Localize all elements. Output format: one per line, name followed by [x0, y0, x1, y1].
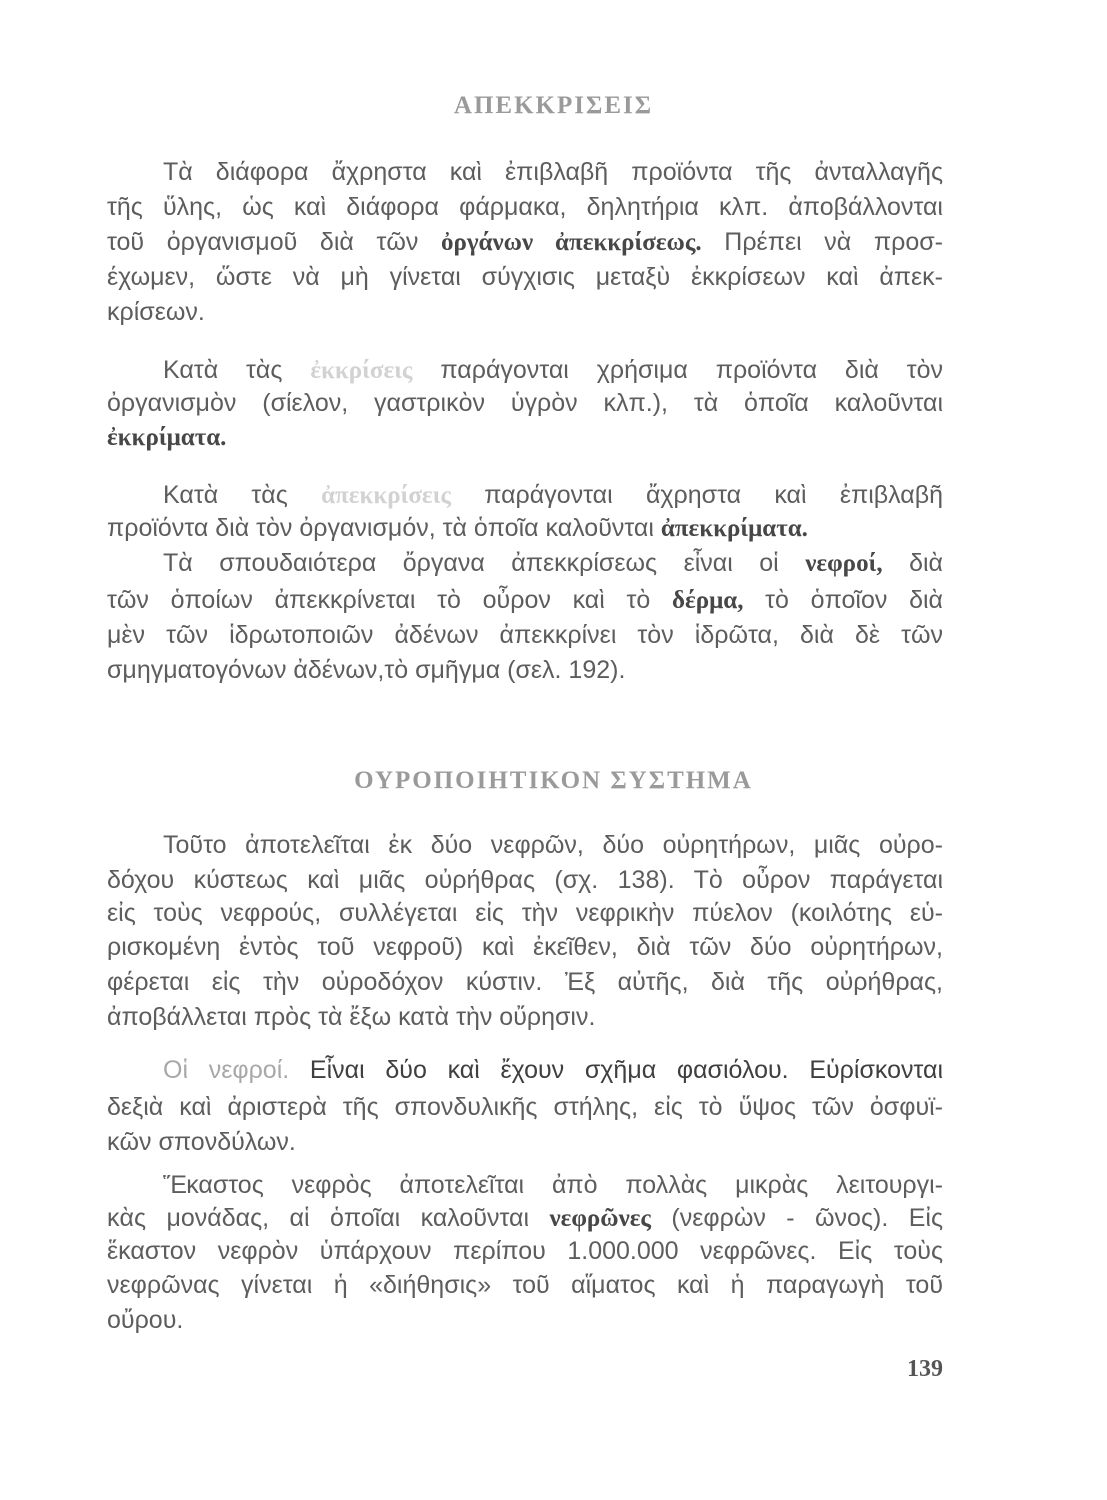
bold-term: ὀργάνων ἀπεκκρίσεως.	[440, 229, 702, 256]
text-segment: (νεφρὼν - ῶνος). Εἰς	[650, 1204, 943, 1232]
text-line	[107, 227, 943, 258]
text-segment: Τὰ διάφορα ἄχρηστα καὶ ἐπιβλαβῆ προϊόντα τῆς ἀνταλλαγῆς	[163, 158, 943, 186]
text-segment: διὰ	[882, 549, 943, 577]
text-segment: Εἶναι δύο καὶ ἔχουν σχῆμα φασιόλου. Εὑρίσκονται	[289, 1056, 943, 1084]
text-segment: έχωμεν, ὥστε νὰ μὴ γίνεται σύγχισις μεταξὺ ἐκκρίσεων καὶ ἀπεκ-	[107, 263, 943, 291]
text-segment: κὰς μονάδας, αἱ ὁποῖαι καλοῦνται	[107, 1204, 550, 1232]
text-segment: δεξιὰ καὶ ἀριστερὰ τῆς σπονδυλικῆς στήλης, εἰς τὸ ὕψος τῶν ὀσφυϊ-	[107, 1093, 943, 1121]
text-line	[107, 655, 943, 685]
text-line	[107, 865, 943, 895]
text-line	[163, 480, 943, 511]
text-segment: ὀργανισμὸν (σίελον, γαστρικὸν ὑγρὸν κλπ.), τὰ ὁποῖα καλοῦνται	[107, 389, 943, 417]
text-segment: νεφρῶνας γίνεται ἡ «διήθησις» τοῦ αἵματος καὶ ἡ παραγωγὴ τοῦ	[107, 1271, 943, 1299]
text-line	[107, 620, 943, 650]
bold-term: νεφροί,	[805, 550, 883, 577]
text-segment: τὸ ὁποῖον διὰ	[743, 586, 943, 614]
text-segment: τῆς ὕλης, ὡς καὶ διάφορα φάρμακα, δηλητήρια κλπ. ἀποβάλλονται	[107, 193, 943, 221]
text-line	[107, 1127, 943, 1157]
faded-term: ἀπεκκρίσεις	[321, 482, 451, 509]
text-line	[163, 830, 943, 860]
text-segment: προϊόντα διὰ τὸν ὀργανισμόν, τὰ ὁποῖα καλοῦνται	[107, 514, 661, 542]
text-line	[107, 1203, 943, 1234]
text-line	[107, 1236, 943, 1266]
text-segment: δόχου κύστεως καὶ μιᾶς οὐρήθρας (σχ. 138). Τὸ οὖρον παράγεται	[107, 866, 943, 894]
text-segment: Τὰ σπουδαιότερα ὄργανα ἀπεκκρίσεως εἶναι οἱ	[163, 549, 806, 577]
text-line	[163, 157, 943, 187]
text-segment: τῶν ὁποίων ἀπεκκρίνεται τὸ οὖρον καὶ τὸ	[107, 586, 673, 614]
text-segment: οὔρου.	[107, 1306, 184, 1334]
bold-term: ἐκκρίματα.	[107, 424, 227, 451]
bold-term: ἀπεκκρίματα.	[660, 515, 808, 542]
text-line	[107, 388, 943, 418]
text-segment: ἕκαστον νεφρὸν ὑπάρχουν περίπου 1.000.000 νεφρῶνες. Εἰς τοὺς	[107, 1237, 943, 1265]
text-segment: Κατὰ τὰς	[163, 356, 311, 384]
text-segment: Κατὰ τὰς	[163, 481, 322, 509]
text-segment: παράγονται χρήσιμα προϊόντα διὰ τὸν	[412, 356, 944, 384]
text-segment: σμηγματογόνων ἀδένων,τὸ σμῆγμα (σελ. 192).	[107, 656, 626, 684]
text-line	[163, 355, 943, 386]
page-number: 139	[907, 1356, 943, 1382]
text-segment: φέρεται εἰς τὴν οὐροδόχον κύστιν. Ἐξ αὐτῆς, διὰ τῆς οὐρήθρας,	[107, 968, 943, 996]
text-line	[107, 192, 943, 222]
text-segment: ἀποβάλλεται πρὸς τὰ ἔξω κατὰ τὴν οὔρησιν.	[107, 1003, 596, 1031]
text-segment: τοῦ ὀργανισμοῦ διὰ τῶν	[107, 228, 441, 256]
text-line	[163, 1170, 943, 1200]
text-line	[163, 548, 943, 579]
faded-term: Οἱ νεφροί.	[163, 1056, 290, 1084]
text-line	[107, 932, 943, 962]
text-line	[107, 585, 943, 616]
text-segment: Πρέπει νὰ προσ-	[701, 228, 943, 256]
text-line	[107, 513, 943, 544]
text-line	[107, 1002, 943, 1032]
text-segment: κῶν σπονδύλων.	[107, 1128, 296, 1156]
text-segment: μὲν τῶν ἱδρωτοποιῶν ἀδένων ἀπεκκρίνει τὸν ἱδρῶτα, διὰ δὲ τῶν	[107, 621, 943, 649]
text-segment: κρίσεων.	[107, 298, 205, 326]
section-title-apekkriseis: ΑΠΕΚΚΡΙΣΕΙΣ	[453, 92, 654, 119]
text-segment: Τοῦτο ἀποτελεῖται ἐκ δύο νεφρῶν, δύο οὐρητήρων, μιᾶς οὐρο-	[163, 831, 943, 859]
text-line	[107, 1270, 943, 1300]
text-line	[107, 898, 943, 928]
bold-term: δέρμα,	[672, 587, 744, 614]
text-line	[107, 1092, 943, 1122]
faded-term: ἐκκρίσεις	[310, 357, 413, 384]
text-line	[107, 262, 943, 292]
text-segment: παράγονται ἄχρηστα καὶ ἐπιβλαβῆ	[450, 481, 944, 509]
section-title-ouropoiitikon-systima: ΟΥΡΟΠΟΙΗΤΙΚΟΝ ΣΥΣΤΗΜΑ	[354, 767, 753, 794]
text-line	[107, 297, 943, 327]
text-segment: ρισκομένη ἐντὸς τοῦ νεφροῦ) καὶ ἐκεῖθεν, διὰ τῶν δύο οὐρητήρων,	[107, 933, 943, 961]
text-segment: Ἕκαστος νεφρὸς ἀποτελεῖται ἀπὸ πολλὰς μικρὰς λειτουργι-	[163, 1171, 943, 1199]
text-line	[107, 1305, 943, 1335]
text-line	[107, 967, 943, 997]
text-line	[163, 1055, 943, 1085]
text-line	[107, 422, 943, 453]
bold-term: νεφρῶνες	[549, 1205, 651, 1232]
text-segment: εἰς τοὺς νεφρούς, συλλέγεται εἰς τὴν νεφρικὴν πύελον (κοιλότης εὑ-	[107, 899, 943, 927]
